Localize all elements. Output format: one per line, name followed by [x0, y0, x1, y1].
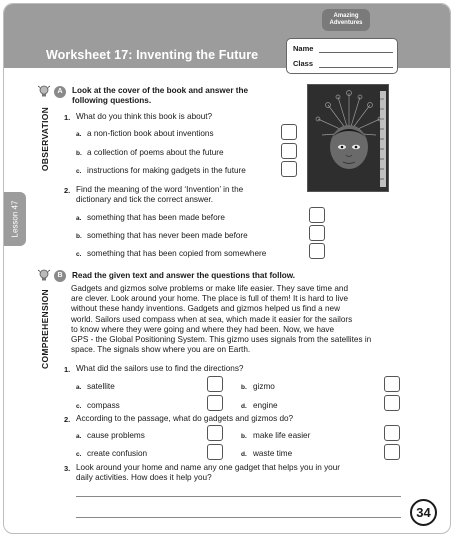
name-class-box: [286, 38, 398, 74]
a-q1-option-letter: c.: [76, 168, 82, 175]
b-q1-option-text: satellite: [87, 382, 115, 391]
lightbulb-icon: [37, 84, 51, 98]
class-label: Class: [293, 59, 314, 68]
b-q2-option-text: create confusion: [87, 449, 148, 458]
a-q2-option-letter: c.: [76, 251, 82, 258]
a-q2-option-text: something that has been copied from somewhere: [87, 249, 267, 258]
a-q1-option-letter: a.: [76, 131, 82, 138]
b-q2-option-text: cause problems: [87, 431, 145, 440]
b-q1-option-c-checkbox[interactable]: [207, 395, 223, 411]
a-q1-option-letter: b.: [76, 150, 82, 157]
b-q1-option-text: gizmo: [253, 382, 275, 391]
section-b-badge: B: [54, 270, 66, 282]
b-q1-option-letter: c.: [76, 403, 82, 410]
a-q2-option-text: something that has never been made before: [87, 231, 248, 240]
b-q2-option-d-checkbox[interactable]: [384, 444, 400, 460]
answer-line[interactable]: [76, 517, 401, 518]
b-q3-number: 3.: [64, 464, 71, 473]
b-q2-option-text: make life easier: [253, 431, 311, 440]
b-q2-option-a-checkbox[interactable]: [207, 425, 223, 441]
series-logo: Amazing Adventures: [322, 9, 370, 31]
boy-face-illustration: [308, 85, 389, 192]
b-q1-option-text: compass: [87, 401, 120, 410]
lesson-label: Lesson 47: [10, 200, 20, 238]
name-label: Name: [293, 44, 314, 53]
b-q2-number: 2.: [64, 415, 71, 424]
b-q1-option-text: engine: [253, 401, 278, 410]
a-q2-option-text: something that has been made before: [87, 213, 225, 222]
b-q2-option-letter: a.: [76, 433, 82, 440]
b-q3-text-2: daily activities. How does it help you?: [76, 473, 212, 482]
a-q1-option-c-checkbox[interactable]: [281, 161, 297, 177]
class-field[interactable]: [319, 67, 393, 68]
a-q1-option-text: instructions for making gadgets in the future: [87, 166, 246, 175]
a-q2-option-letter: b.: [76, 233, 82, 240]
b-q1-number: 1.: [64, 365, 71, 374]
section-a-badge: A: [54, 86, 66, 98]
a-q1-option-b-checkbox[interactable]: [281, 143, 297, 159]
passage-line: world. Sailors used compass when at sea, which made it easier for the sailors: [71, 314, 353, 324]
a-q2-text-2: dictionary and tick the correct answer.: [76, 195, 213, 204]
book-cover-image: [307, 84, 389, 192]
reading-passage: [71, 284, 401, 355]
lightbulb-icon: [37, 268, 51, 282]
passage-line: GPS - the Global Positioning System. This gizmo uses signals from the satellites in: [71, 335, 372, 345]
b-q2-text: According to the passage, what do gadgets and gizmos do?: [76, 414, 294, 423]
worksheet-page: [3, 3, 451, 534]
a-q2-option-c-checkbox[interactable]: [309, 243, 325, 259]
b-q1-option-letter: a.: [76, 384, 82, 391]
a-q1-option-text: a non-fiction book about inventions: [87, 129, 214, 138]
passage-line: to know where they were going and where they had been. Now, we have: [71, 324, 335, 334]
a-q1-number: 1.: [64, 113, 71, 122]
section-a-instruction-1: Look at the cover of the book and answer the: [72, 86, 249, 95]
a-q1-option-text: a collection of poems about the future: [87, 148, 224, 157]
b-q2-option-letter: b.: [241, 433, 247, 440]
b-q1-option-letter: d.: [241, 403, 247, 410]
observation-side-label: OBSERVATION: [40, 106, 51, 172]
b-q2-option-letter: c.: [76, 451, 82, 458]
a-q1-text: What do you think this book is about?: [76, 112, 213, 121]
a-q2-option-letter: a.: [76, 215, 82, 222]
b-q1-option-a-checkbox[interactable]: [207, 376, 223, 392]
b-q1-option-b-checkbox[interactable]: [384, 376, 400, 392]
passage-line: Gadgets and gizmos solve problems or make life easier. They save time and: [71, 284, 348, 293]
passage-line: without these handy inventions. Gadgets and gizmos helped us find a new: [71, 304, 340, 314]
b-q2-option-c-checkbox[interactable]: [207, 444, 223, 460]
b-q2-option-letter: d.: [241, 451, 247, 458]
b-q2-option-text: waste time: [253, 449, 293, 458]
a-q2-option-a-checkbox[interactable]: [309, 207, 325, 223]
passage-line: space. The signals show where you are on Earth.: [71, 345, 251, 355]
worksheet-title: Worksheet 17: Inventing the Future: [46, 48, 259, 62]
b-q1-option-d-checkbox[interactable]: [384, 395, 400, 411]
name-field[interactable]: [319, 52, 393, 53]
page-number: 34: [410, 499, 437, 526]
passage-line: are clever. Look around your home. The place is full of them! It is hard to live: [71, 294, 349, 304]
answer-line[interactable]: [76, 496, 401, 497]
section-a-instruction-2: following questions.: [72, 96, 152, 105]
a-q1-option-a-checkbox[interactable]: [281, 124, 297, 140]
a-q2-number: 2.: [64, 186, 71, 195]
b-q1-option-letter: b.: [241, 384, 247, 391]
comprehension-side-label: COMPREHENSION: [40, 289, 50, 369]
b-q1-text: What did the sailors use to find the directions?: [76, 364, 244, 373]
b-q3-text-1: Look around your home and name any one gadget that helps you in your: [76, 463, 341, 472]
a-q2-option-b-checkbox[interactable]: [309, 225, 325, 241]
a-q2-text-1: Find the meaning of the word ‘Invention’ in the: [76, 185, 244, 194]
lesson-tab: [4, 192, 26, 246]
b-q2-option-b-checkbox[interactable]: [384, 425, 400, 441]
section-b-instruction: Read the given text and answer the questions that follow.: [72, 271, 296, 280]
